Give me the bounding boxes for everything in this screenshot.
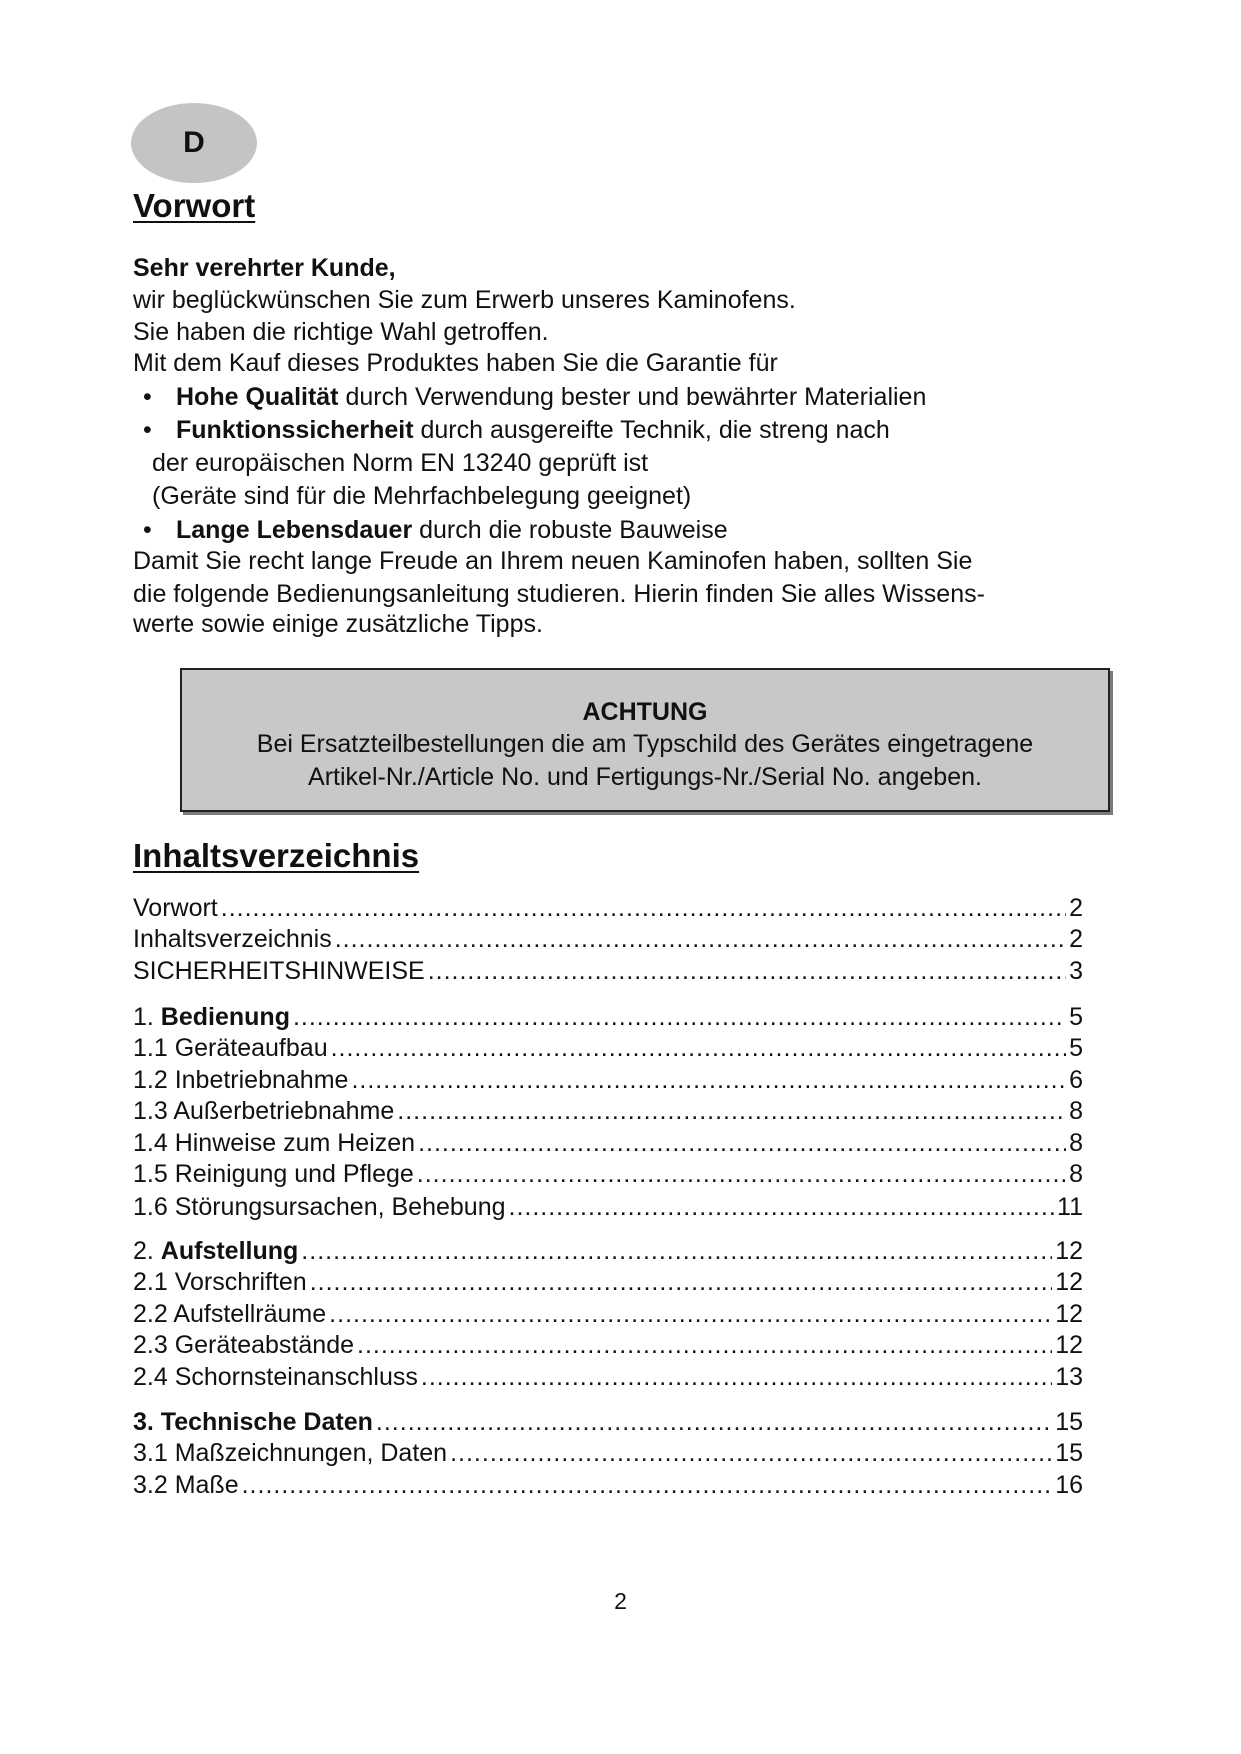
closing-line-1: Damit Sie recht lange Freude an Ihrem neuen Kaminofen haben, sollten Sie bbox=[133, 547, 973, 575]
bullet-item-2: Funktionssicherheit durch ausgereifte Technik, die streng nach bbox=[176, 416, 890, 444]
toc-entry[interactable] bbox=[133, 1158, 1083, 1190]
toc-entry-label: 2.1 Vorschriften bbox=[133, 1268, 307, 1296]
notice-line-1: Bei Ersatzteilbestellungen die am Typschild des Gerätes eingetragene bbox=[256, 730, 1034, 758]
toc-entry[interactable] bbox=[133, 1127, 1083, 1159]
bullet-item-3: Lange Lebensdauer durch die robuste Bauweise bbox=[176, 516, 728, 544]
notice-title: ACHTUNG bbox=[582, 698, 708, 726]
toc-entry-label: 1.1 Geräteaufbau bbox=[133, 1034, 328, 1062]
toc-entry-label: 2. Aufstellung bbox=[133, 1237, 299, 1265]
toc-entry[interactable] bbox=[133, 1437, 1083, 1469]
toc-leader bbox=[357, 1329, 1052, 1361]
toc-entry[interactable] bbox=[133, 1361, 1083, 1393]
toc-entry-section[interactable] bbox=[133, 1406, 1083, 1438]
toc-entry-label: 2.3 Geräteabstände bbox=[133, 1331, 354, 1359]
toc-leader bbox=[329, 1298, 1052, 1330]
toc-entry[interactable] bbox=[133, 1064, 1083, 1096]
toc-entry-label: 1.5 Reinigung und Pflege bbox=[133, 1160, 414, 1188]
toc-leader bbox=[221, 892, 1066, 924]
toc-entry[interactable] bbox=[133, 1298, 1083, 1330]
toc-entry-label: 3.1 Maßzeichnungen, Daten bbox=[133, 1439, 448, 1467]
toc-entry[interactable] bbox=[133, 923, 1083, 955]
toc-entry-page: 12 bbox=[1055, 1300, 1083, 1328]
toc-leader bbox=[351, 1064, 1066, 1096]
toc-entry[interactable] bbox=[133, 1191, 1083, 1223]
toc-leader bbox=[428, 955, 1066, 987]
toc-leader bbox=[450, 1437, 1052, 1469]
bullet-icon: • bbox=[143, 516, 152, 544]
toc-leader bbox=[310, 1266, 1052, 1298]
toc-entry-label: 1.4 Hinweise zum Heizen bbox=[133, 1129, 416, 1157]
closing-line-3: werte sowie einige zusätzliche Tipps. bbox=[133, 610, 543, 638]
toc-entry-page: 8 bbox=[1069, 1097, 1083, 1125]
toc-entry-label: 2.2 Aufstellräume bbox=[133, 1300, 327, 1328]
toc-leader bbox=[417, 1158, 1066, 1190]
toc-entry-section[interactable] bbox=[133, 1235, 1083, 1267]
toc-entry-page: 13 bbox=[1055, 1363, 1083, 1391]
toc-entry-label: Vorwort bbox=[133, 894, 218, 922]
toc-entry-page: 16 bbox=[1055, 1471, 1083, 1499]
toc-leader bbox=[376, 1406, 1052, 1438]
toc-entry[interactable] bbox=[133, 892, 1083, 924]
toc-entry-page: 15 bbox=[1055, 1439, 1083, 1467]
toc-entry-label: Inhaltsverzeichnis bbox=[133, 925, 332, 953]
toc-entry-page: 5 bbox=[1069, 1003, 1083, 1031]
toc-leader bbox=[421, 1361, 1052, 1393]
toc-leader bbox=[331, 1032, 1067, 1064]
toc-entry-page: 3 bbox=[1069, 957, 1083, 985]
bullet-icon: • bbox=[143, 416, 152, 444]
toc-entry-label: 1. Bedienung bbox=[133, 1003, 290, 1031]
toc-entry[interactable] bbox=[133, 1266, 1083, 1298]
toc-entry-page: 8 bbox=[1069, 1160, 1083, 1188]
toc-entry-page: 11 bbox=[1057, 1193, 1083, 1221]
toc-entry-label: 1.6 Störungsursachen, Behebung bbox=[133, 1193, 506, 1221]
toc-entry[interactable] bbox=[133, 1469, 1083, 1501]
notice-box bbox=[180, 668, 1110, 812]
toc-entry-label: 1.2 Inbetriebnahme bbox=[133, 1066, 349, 1094]
toc-entry-page: 15 bbox=[1055, 1408, 1083, 1436]
bullet-item-2-continuation-1: der europäischen Norm EN 13240 geprüft ist bbox=[152, 449, 649, 477]
bullet-item-1: Hohe Qualität durch Verwendung bester und bewährter Materialien bbox=[176, 383, 927, 411]
toc-entry-label: 1.3 Außerbetriebnahme bbox=[133, 1097, 395, 1125]
toc-leader bbox=[335, 923, 1066, 955]
toc-entry-label: 3.2 Maße bbox=[133, 1471, 239, 1499]
toc-leader bbox=[293, 1001, 1066, 1033]
toc-entry-page: 12 bbox=[1055, 1237, 1083, 1265]
toc-leader bbox=[397, 1095, 1066, 1127]
bullet-item-2-continuation-2: (Geräte sind für die Mehrfachbelegung geeignet) bbox=[152, 482, 692, 510]
toc-entry[interactable] bbox=[133, 1095, 1083, 1127]
toc-leader bbox=[418, 1127, 1066, 1159]
toc-entry-page: 12 bbox=[1055, 1268, 1083, 1296]
toc-entry-page: 2 bbox=[1069, 894, 1083, 922]
toc-entry-label: SICHERHEITSHINWEISE bbox=[133, 957, 425, 985]
toc-entry-section[interactable] bbox=[133, 1001, 1083, 1033]
page-number: 2 bbox=[614, 1588, 627, 1614]
notice-line-2: Artikel-Nr./Article No. und Fertigungs-Nr./Serial No. angeben. bbox=[308, 763, 982, 791]
greeting: Sehr verehrter Kunde, bbox=[133, 254, 396, 282]
closing-line-2: die folgende Bedienungsanleitung studieren. Hierin finden Sie alles Wissens- bbox=[133, 580, 985, 608]
toc-entry-page: 2 bbox=[1069, 925, 1083, 953]
foreword-heading: Vorwort bbox=[133, 187, 256, 224]
toc-leader bbox=[242, 1469, 1053, 1501]
toc-leader bbox=[509, 1191, 1055, 1223]
toc-entry-page: 12 bbox=[1055, 1331, 1083, 1359]
toc-entry-page: 5 bbox=[1069, 1034, 1083, 1062]
toc-entry-page: 6 bbox=[1069, 1066, 1083, 1094]
intro-line-3: Mit dem Kauf dieses Produktes haben Sie die Garantie für bbox=[133, 349, 778, 377]
toc-entry-label: 2.4 Schornsteinanschluss bbox=[133, 1363, 418, 1391]
intro-line-1: wir beglückwünschen Sie zum Erwerb unseres Kaminofens. bbox=[133, 286, 796, 314]
language-badge: D bbox=[131, 103, 257, 183]
toc-entry[interactable] bbox=[133, 955, 1083, 987]
toc-entry[interactable] bbox=[133, 1032, 1083, 1064]
toc-entry-page: 8 bbox=[1069, 1129, 1083, 1157]
toc-entry[interactable] bbox=[133, 1329, 1083, 1361]
toc-leader bbox=[301, 1235, 1052, 1267]
toc-entry-label: 3. Technische Daten bbox=[133, 1408, 373, 1436]
bullet-icon: • bbox=[143, 383, 152, 411]
toc-heading: Inhaltsverzeichnis bbox=[133, 837, 420, 874]
intro-line-2: Sie haben die richtige Wahl getroffen. bbox=[133, 318, 549, 346]
